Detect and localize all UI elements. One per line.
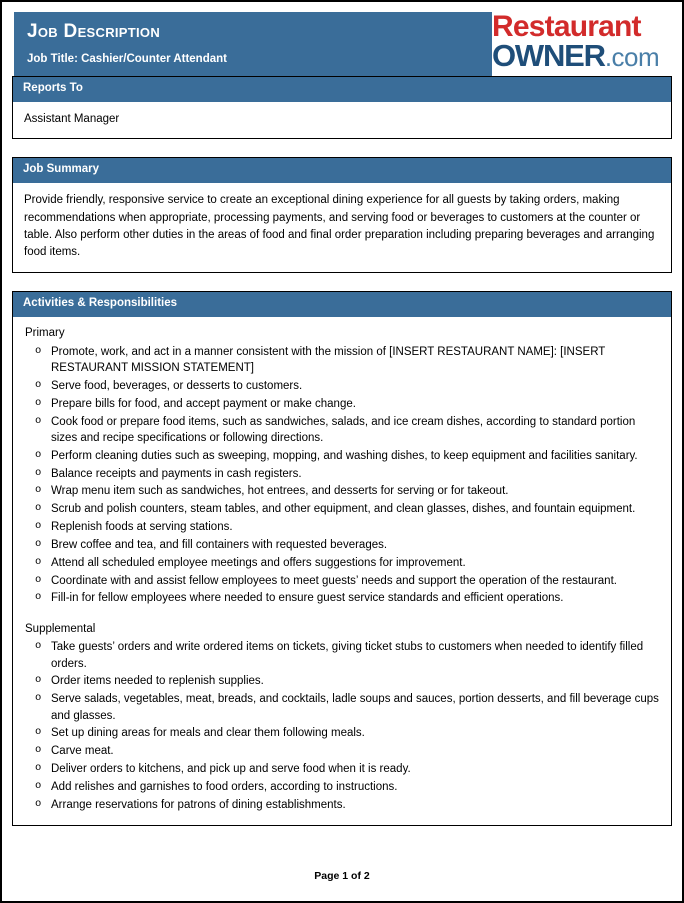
list-item-text: Prepare bills for food, and accept payment or make change. — [51, 397, 356, 410]
list-item-text: Balance receipts and payments in cash registers. — [51, 467, 302, 480]
list-item-text: Fill-in for fellow employees where needed to ensure guest service standards and efficient operations. — [51, 592, 564, 605]
list-item — [24, 797, 660, 813]
logo-owner-text: OWNER — [492, 38, 605, 73]
list-item — [24, 725, 660, 741]
bullet-marker-icon: o — [35, 726, 42, 739]
bullet-marker-icon: o — [35, 692, 42, 705]
list-item-text: Brew coffee and tea, and fill containers with requested beverages. — [51, 538, 388, 551]
bullet-marker-icon: o — [35, 396, 42, 409]
section-body-activities — [13, 317, 671, 825]
list-item — [24, 555, 660, 571]
bullet-marker-icon: o — [35, 591, 42, 604]
list-item-text: Attend all scheduled employee meetings and offers suggestions for improvement. — [51, 556, 466, 569]
logo-dotcom-text: .com — [604, 42, 660, 72]
restaurantowner-logo — [476, 12, 676, 74]
document-header — [12, 10, 672, 76]
list-item — [24, 779, 660, 795]
list-item-text: Serve salads, vegetables, meat, breads, and cocktails, ladle soups and sauces, portion desserts, and fill beverage cups and glasses. — [51, 693, 659, 722]
bullet-marker-icon: o — [35, 414, 42, 427]
supplemental-group-label: Supplemental — [25, 622, 96, 635]
list-item-text: Cook food or prepare food items, such as sandwiches, salads, and ice cream dishes, according to standard portion sizes and recipe specifications or following directions. — [51, 415, 636, 444]
bullet-marker-icon: o — [35, 502, 42, 515]
bullet-marker-icon: o — [35, 378, 42, 391]
list-item — [24, 573, 660, 589]
list-item — [24, 344, 660, 377]
list-item-text: Replenish foods at serving stations. — [51, 521, 233, 534]
bullet-marker-icon: o — [35, 762, 42, 775]
list-item-text: Order items needed to replenish supplies. — [51, 675, 264, 688]
list-item — [24, 519, 660, 535]
list-item — [24, 761, 660, 777]
title-banner — [14, 12, 492, 76]
primary-responsibilities-list — [24, 344, 660, 607]
bullet-marker-icon: o — [35, 466, 42, 479]
bullet-marker-icon: o — [35, 744, 42, 757]
job-summary-text: Provide friendly, responsive service to create an exceptional dining experience for all guests by taking orders, making recommendations when appropriate, processing payments, and serving food or beverages to customers at the counter or table. Also perform other duties in the areas of food and final order preparation including preparing beverages and arranging food items. — [24, 194, 655, 259]
logo-owner-line — [492, 40, 659, 73]
list-item — [24, 414, 660, 447]
bullet-marker-icon: o — [35, 520, 42, 533]
list-item-text: Carve meat. — [51, 745, 114, 758]
bullet-marker-icon: o — [35, 797, 42, 810]
list-item-text: Set up dining areas for meals and clear them following meals. — [51, 727, 365, 740]
section-heading-activities: Activities & Responsibilities — [13, 292, 671, 317]
list-item-text: Coordinate with and assist fellow employees to meet guests’ needs and support the operation of the restaurant. — [51, 574, 617, 587]
page-footer: Page 1 of 2 — [314, 870, 370, 882]
list-item — [24, 466, 660, 482]
bullet-marker-icon: o — [35, 779, 42, 792]
job-title-label: Job Title: Cashier/Counter Attendant — [27, 53, 227, 65]
bullet-marker-icon: o — [35, 448, 42, 461]
logo-restaurant-text: Restaurant — [492, 10, 641, 43]
list-item — [24, 590, 660, 606]
section-heading-job-summary: Job Summary — [13, 158, 671, 183]
bullet-marker-icon: o — [35, 674, 42, 687]
list-item — [24, 743, 660, 759]
bullet-marker-icon: o — [35, 555, 42, 568]
bullet-marker-icon: o — [35, 640, 42, 653]
list-item-text: Arrange reservations for patrons of dining establishments. — [51, 798, 346, 811]
list-item — [24, 691, 660, 724]
bullet-marker-icon: o — [35, 484, 42, 497]
section-activities-responsibilities — [12, 291, 672, 825]
list-item-text: Add relishes and garnishes to food orders, according to instructions. — [51, 780, 398, 793]
list-item — [24, 501, 660, 517]
bullet-marker-icon: o — [35, 537, 42, 550]
list-item-text: Promote, work, and act in a manner consistent with the mission of [INSERT RESTAURANT NAME]: [INSERT RESTAURANT MISSION STATEMENT] — [51, 345, 606, 375]
page-title: Job Description — [27, 21, 161, 42]
list-item-text: Take guests’ orders and write ordered items on tickets, giving ticket stubs to customers when needed to identify filled orders. — [51, 641, 644, 670]
section-body-reports-to — [13, 102, 671, 139]
list-item-text: Perform cleaning duties such as sweeping, mopping, and washing dishes, to keep equipment and facilities sanitary. — [51, 449, 638, 462]
list-item — [24, 378, 660, 394]
section-job-summary — [12, 157, 672, 273]
primary-group-label: Primary — [25, 327, 65, 340]
section-reports-to — [12, 76, 672, 139]
list-item-text: Wrap menu item such as sandwiches, hot entrees, and desserts for serving or for takeout. — [51, 485, 509, 498]
bullet-marker-icon: o — [35, 573, 42, 586]
page-content — [12, 10, 672, 890]
reports-to-value: Assistant Manager — [24, 112, 120, 125]
list-item — [24, 483, 660, 499]
list-item — [24, 396, 660, 412]
bullet-marker-icon: o — [35, 344, 42, 357]
list-item — [24, 448, 660, 464]
list-item — [24, 673, 660, 689]
list-item — [24, 537, 660, 553]
section-heading-reports-to: Reports To — [13, 77, 671, 102]
supplemental-responsibilities-list — [24, 639, 660, 813]
list-item-text: Scrub and polish counters, steam tables, and other equipment, and clean glasses, dishes, and fountain equipment. — [51, 503, 636, 516]
list-item-text: Deliver orders to kitchens, and pick up and serve food when it is ready. — [51, 763, 411, 776]
list-item — [24, 639, 660, 672]
logo-accent-bar — [476, 15, 490, 71]
list-item-text: Serve food, beverages, or desserts to customers. — [51, 379, 303, 392]
section-body-job-summary — [13, 183, 671, 272]
